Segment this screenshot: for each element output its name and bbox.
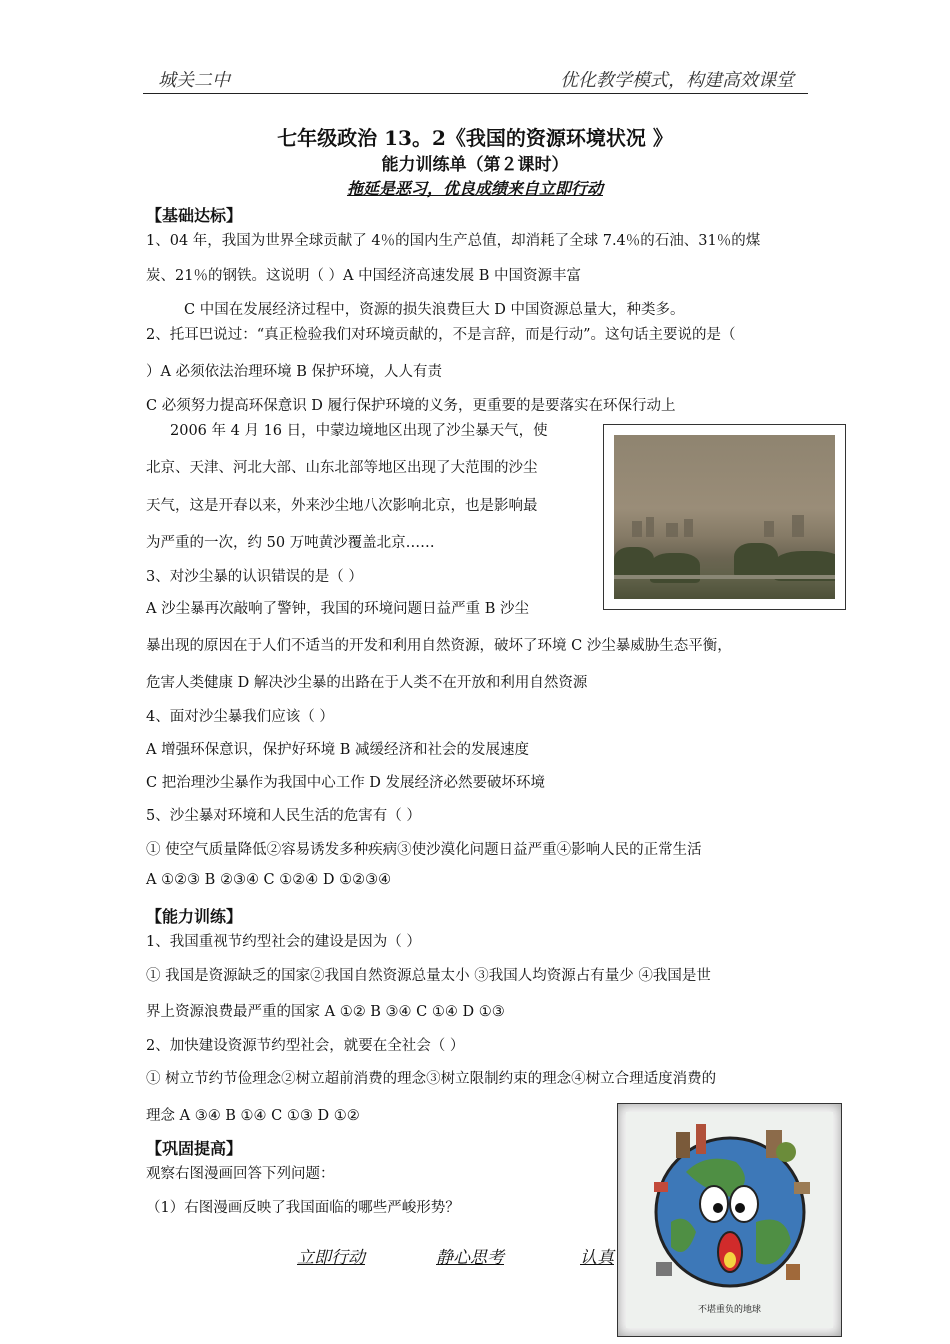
section-consolidate-heading: 【巩固提高】 (146, 1139, 243, 1158)
page-subtitle: 能力训练单（第２课时） (381, 155, 569, 175)
basic-q1-line3: C 中国在发展经济过程中，资源的损失浪费巨大 D 中国资源总量大，种类多。 (184, 302, 685, 318)
basic-q3-line2: A 沙尘暴再次敲响了警钟，我国的环境问题日益严重 B 沙尘 (146, 601, 529, 617)
ability-q1-line2: ① 我国是资源缺乏的国家②我国自然资源总量太小 ③我国人均资源占有量少 ④我国是世 (146, 968, 711, 984)
sandstorm-photo (603, 424, 846, 610)
ability-q2-line3: 理念 A ③④ B ①④ C ①③ D ①② (146, 1108, 360, 1124)
basic-q3-line1: 3、对沙尘暴的认识错误的是（ ） (146, 569, 363, 585)
basic-q5-line2: ① 使空气质量降低②容易诱发多种疾病③使沙漠化问题日益严重④影响人民的正常生活 (146, 842, 702, 858)
basic-q5-line1: 5、沙尘暴对环境和人民生活的危害有（ ） (146, 808, 421, 824)
basic-q2-line1: 2、托耳巴说过：“真正检验我们对环境贡献的，不是言辞，而是行动”。这句话主要说的是（ (146, 327, 736, 343)
footer-think: 静心思考 (436, 1248, 504, 1268)
passage-line3: 天气，这是开春以来，外来沙尘地八次影响北京，也是影响最 (146, 498, 538, 514)
basic-q4-line3: C 把治理沙尘暴作为我国中心工作 D 发展经济必然要破坏环境 (146, 775, 546, 791)
earth-cartoon (626, 1112, 833, 1328)
footer-act-now: 立即行动 (297, 1248, 365, 1268)
basic-q4-line2: A 增强环保意识，保护好环境 B 减缓经济和社会的发展速度 (146, 742, 529, 758)
passage-line2: 北京、天津、河北大部、山东北部等地区出现了大范围的沙尘 (146, 460, 538, 476)
passage-line4: 为严重的一次，约 50 万吨黄沙覆盖北京…… (146, 535, 435, 551)
page-title: 七年级政治 13。2《我国的资源环境状况 》 (277, 126, 673, 150)
comic-image (626, 1112, 833, 1328)
header-divider (143, 93, 808, 94)
basic-q1-line1: 1、04 年，我国为世界全球贡献了 4％的国内生产总值，却消耗了全球 7.4％的石油、31％的煤 (146, 233, 761, 249)
basic-q3-line3: 暴出现的原因在于人们不适当的开发和利用自然资源，破坏了环境 C 沙尘暴威胁生态平衡， (146, 638, 732, 654)
basic-q4-line1: 4、面对沙尘暴我们应该（ ） (146, 709, 334, 725)
basic-q2-line3: C 必须努力提高环保意识 D 履行保护环境的义务，更重要的是要落实在环保行动上 (146, 398, 676, 414)
consolidate-q1: （1）右图漫画反映了我国面临的哪些严峻形势？ (146, 1200, 460, 1216)
sandstorm-photo-image (614, 435, 835, 599)
consolidate-intro: 观察右图漫画回答下列问题： (146, 1166, 335, 1182)
section-basic-heading: 【基础达标】 (146, 206, 243, 225)
ability-q2-line2: ① 树立节约节俭理念②树立超前消费的理念③树立限制约束的理念④树立合理适度消费的 (146, 1071, 717, 1087)
header-school: 城关二中 (158, 70, 230, 91)
overloaded-earth-comic (617, 1103, 842, 1337)
basic-q3-line4: 危害人类健康 D 解决沙尘暴的出路在于人类不在开放和利用自然资源 (146, 675, 588, 691)
footer-serious: 认真 (580, 1248, 614, 1268)
motto: 拖延是恶习，优良成绩来自立即行动 (346, 179, 603, 198)
section-ability-heading: 【能力训练】 (146, 907, 243, 926)
ability-q2-line1: 2、加快建设资源节约型社会，就要在全社会（ ） (146, 1038, 465, 1054)
basic-q2-line2: ）A 必须依法治理环境 B 保护环境，人人有责 (146, 364, 442, 380)
passage-line1: 2006 年 4 月 16 日，中蒙边境地区出现了沙尘暴天气，使 (170, 423, 548, 439)
header-slogan: 优化教学模式，构建高效课堂 (560, 70, 794, 91)
basic-q5-line3: A ①②③ B ②③④ C ①②④ D ①②③④ (146, 872, 392, 888)
comic-caption: 不堪重负的地球 (697, 1305, 761, 1315)
ability-q1-line3: 界上资源浪费最严重的国家 A ①② B ③④ C ①④ D ①③ (146, 1004, 505, 1020)
ability-q1-line1: 1、我国重视节约型社会的建设是因为（ ） (146, 934, 421, 950)
basic-q1-line2: 炭、21％的钢铁。这说明（ ）A 中国经济高速发展 B 中国资源丰富 (146, 268, 582, 284)
